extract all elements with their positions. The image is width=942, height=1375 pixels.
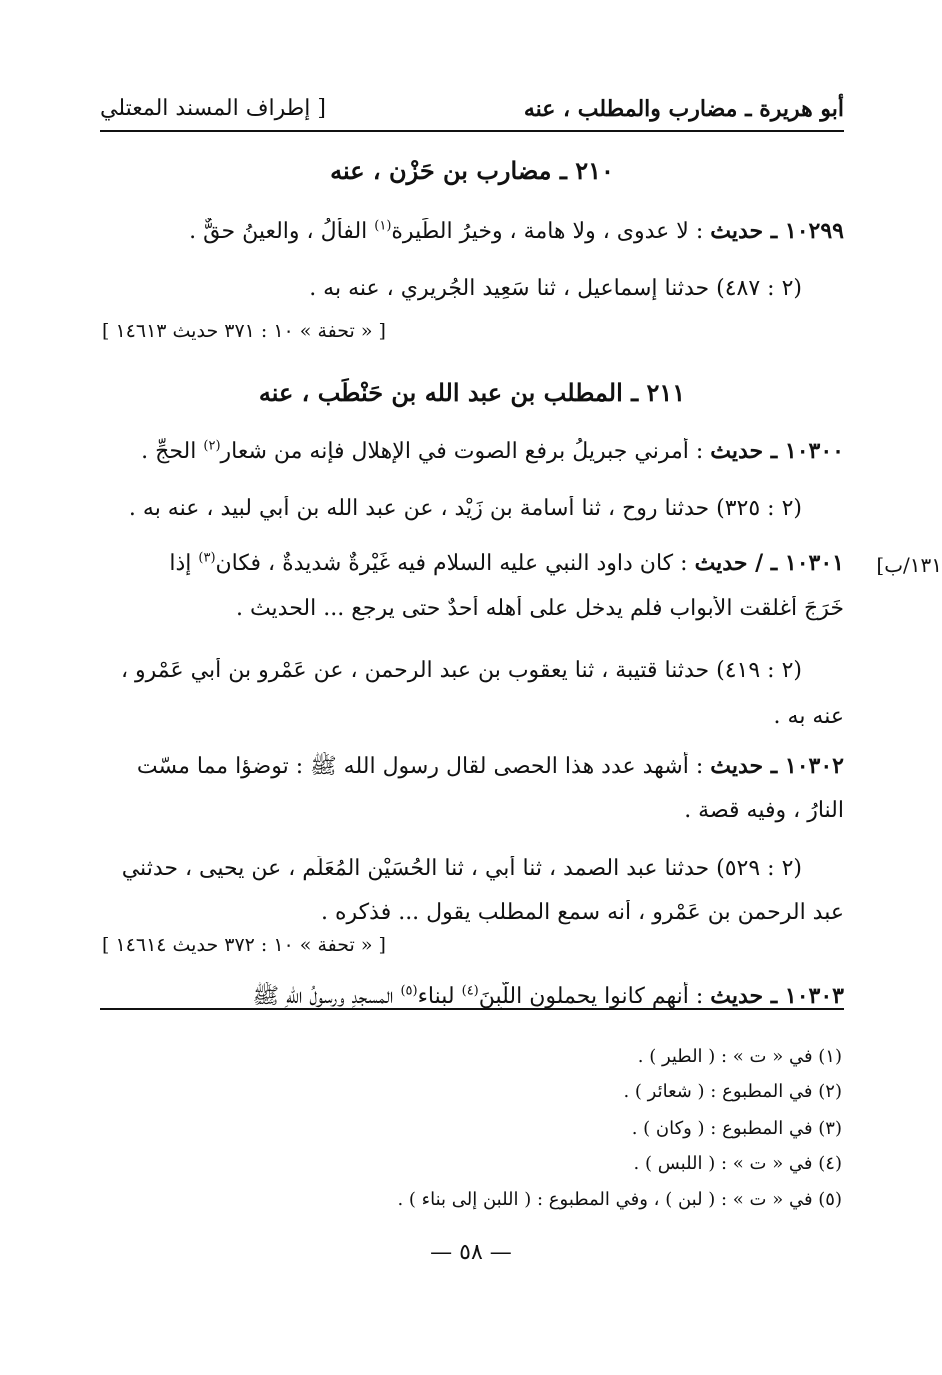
- hadith-10302: [100, 752, 844, 784]
- hadith-text: : لا عدوى ، ولا هامة ، وخيرُ الطِّيرة: [391, 219, 704, 244]
- isnad-10302-line2: عبد الرحمن بن عَمْرو ، أنه سمع المطلب يقول ... فذكره .: [321, 900, 844, 925]
- footnote: (١) في « ت » : ( الطير ) .: [637, 1046, 842, 1067]
- footnote-rule: [100, 1008, 844, 1010]
- hadith-number: ١٠٣٠٠ ـ حديث: [710, 438, 844, 464]
- header-rule: [100, 130, 844, 132]
- isnad-10301-line2: عنه به .: [773, 704, 844, 729]
- tuhfa-reference: [ « تحفة » ١٠ : ٣٧١ حديث ١٤٦١٣ ]: [102, 320, 386, 342]
- isnad-10302: (٢ : ٥٢٩) حدثنا عبد الصمد ، ثنا أبي ، ثنا الحُسَيْن المُعَلِّم ، عن يحيى ، حدثني: [121, 856, 802, 881]
- hadith-text: : أمرني جبريلُ برفع الصوت في الإهلال فإنه من شعارِ: [220, 439, 704, 464]
- hadith-text: المسجدِ ورسولُ اللهِ ﷺ: [252, 984, 394, 1009]
- isnad-10299: (٢ : ٤٨٧) حدثنا إسماعيل ، ثنا سَعِيد الجُريري ، عنه به .: [309, 276, 802, 301]
- hadith-10299: [100, 218, 844, 244]
- footnote-marker: (١): [374, 218, 392, 234]
- margin-folio-note: ١٣١/ب]: [876, 553, 942, 577]
- hadith-text: : أنهم كانوا يحملون اللَّبِنَ: [478, 984, 704, 1009]
- hadith-text: : كان داود النبي عليه السلام فيه غَيْرةٌ شديدةٌ ، فكان: [215, 551, 688, 576]
- hadith-10302-line2: النارُ ، وفيه قصة .: [684, 798, 844, 823]
- hadith-text: لبناء: [417, 984, 455, 1009]
- section-title-211: ٢١١ ـ المطلب بن عبد الله بن حَنْطَب ، عنه: [258, 378, 686, 407]
- running-header: [100, 88, 844, 128]
- hadith-10301-line2: خَرَجَ أغلقت الأبواب فلم يدخل على أهله أحدٌ حتى يرجع ... الحديث .: [235, 596, 844, 621]
- hadith-text: إذا: [169, 551, 192, 576]
- footnote-marker: (٥): [400, 983, 418, 999]
- footnote: (٣) في المطبوع : ( وكان ) .: [631, 1118, 842, 1139]
- hadith-text: : أشهد عدد هذا الحصى لقال رسول الله ﷺ : توضؤا مما مسّت: [136, 754, 704, 779]
- hadith-text: الحجِّ .: [141, 439, 197, 464]
- tuhfa-reference: [ « تحفة » ١٠ : ٣٧٢ حديث ١٤٦١٤ ]: [102, 934, 386, 956]
- footnote: (٥) في « ت » : ( لبن ) ، وفي المطبوع : ( اللبن إلى بناء ) .: [397, 1189, 842, 1210]
- isnad-10300: (٢ : ٣٢٥) حدثنا روح ، ثنا أسامة بن زَيْد ، عن عبد الله بن أبي لبيد ، عنه به .: [128, 496, 802, 521]
- hadith-text: الفأْلُ ، والعينُ حقٌّ .: [189, 219, 368, 244]
- page-number: — ٥٨ —: [430, 1240, 512, 1265]
- hadith-10301: [100, 550, 844, 576]
- hadith-number: ١٠٢٩٩ ـ حديث: [710, 218, 844, 244]
- footnote: (٢) في المطبوع : ( شعائر ) .: [623, 1081, 842, 1102]
- footnote-marker: (٢): [203, 438, 221, 454]
- header-book-title: [ إطراف المسند المعتلي: [100, 96, 326, 121]
- header-chapter: أبو هريرة ـ مضارب والمطلب ، عنه: [523, 96, 844, 122]
- hadith-number: ١٠٣٠٣ ـ حديث: [710, 983, 844, 1009]
- hadith-number: ١٠٣٠٢ ـ حديث: [710, 753, 844, 779]
- footnote: (٤) في « ت » : ( اللبس ) .: [633, 1153, 842, 1174]
- footnote-marker: (٣): [198, 550, 216, 566]
- hadith-10300: [100, 438, 844, 464]
- hadith-number: ١٠٣٠١ ـ / حديث: [694, 550, 844, 576]
- section-title-210: ٢١٠ ـ مضارب بن حَزْن ، عنه: [330, 156, 614, 185]
- footnote-marker: (٤): [461, 983, 479, 999]
- isnad-10301: (٢ : ٤١٩) حدثنا قتيبة ، ثنا يعقوب بن عبد الرحمن ، عن عَمْرو بن أبي عَمْرو ،: [120, 658, 802, 683]
